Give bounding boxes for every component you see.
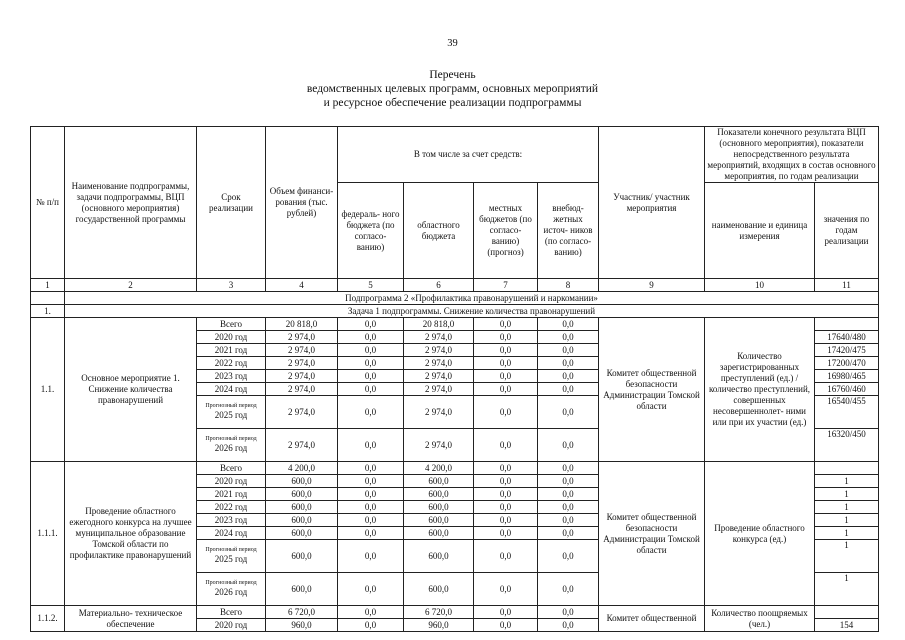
- indicator-value-cell: 16320/450: [815, 429, 879, 462]
- federal-cell: 0,0: [338, 331, 404, 344]
- participant-cell: Комитет общественной безопасности Администрации Томской области: [599, 318, 705, 462]
- term-year: 2025 год: [214, 410, 248, 420]
- local-cell: 0,0: [474, 462, 538, 475]
- term-cell: [197, 573, 266, 606]
- page-number: 39: [447, 38, 458, 49]
- item-num: 1.1.2.: [31, 606, 65, 632]
- term-cell: 2021 год: [197, 488, 266, 501]
- indicator-value-cell: 16980/465: [815, 370, 879, 383]
- term-cell: 2020 год: [197, 331, 266, 344]
- program-table: [30, 126, 879, 632]
- item-num: 1.1.1.: [31, 462, 65, 606]
- local-cell: 0,0: [474, 527, 538, 540]
- column-number: 7: [474, 279, 538, 292]
- column-number: 11: [815, 279, 879, 292]
- regional-cell: 2 974,0: [404, 429, 474, 462]
- indicator-value-cell: 17420/475: [815, 344, 879, 357]
- indicator-name-cell: Количество поощряемых (чел.): [705, 606, 815, 632]
- federal-cell: 0,0: [338, 357, 404, 370]
- task-title: Задача 1 подпрограммы. Снижение количества правонарушений: [65, 305, 879, 318]
- term-forecast-label: Прогнозный период: [205, 580, 257, 586]
- federal-cell: 0,0: [338, 573, 404, 606]
- federal-cell: 0,0: [338, 370, 404, 383]
- indicator-value-cell: 1: [815, 573, 879, 606]
- header-local: местных бюджетов (по согласо- ванию) (прогноз): [474, 183, 538, 279]
- column-number: 6: [404, 279, 474, 292]
- federal-cell: 0,0: [338, 527, 404, 540]
- header-federal: федераль- ного бюджета (по согласо- ванию): [338, 183, 404, 279]
- regional-cell: 2 974,0: [404, 331, 474, 344]
- term-forecast-label: Прогнозный период: [205, 547, 257, 553]
- regional-cell: 600,0: [404, 488, 474, 501]
- column-number: 8: [538, 279, 599, 292]
- regional-cell: 2 974,0: [404, 383, 474, 396]
- local-cell: 0,0: [474, 318, 538, 331]
- term-cell: 2023 год: [197, 514, 266, 527]
- volume-cell: 2 974,0: [266, 344, 338, 357]
- term-cell: 2024 год: [197, 527, 266, 540]
- local-cell: 0,0: [474, 429, 538, 462]
- local-cell: 0,0: [474, 501, 538, 514]
- volume-cell: 600,0: [266, 475, 338, 488]
- federal-cell: 0,0: [338, 318, 404, 331]
- volume-cell: 6 720,0: [266, 606, 338, 619]
- extra-cell: 0,0: [538, 475, 599, 488]
- term-cell: Всего: [197, 606, 266, 619]
- federal-cell: 0,0: [338, 501, 404, 514]
- indicator-value-cell: 1: [815, 488, 879, 501]
- term-cell: 2023 год: [197, 370, 266, 383]
- header-indicators: Показатели конечного результата ВЦП (основного мероприятия), показатели непосредственного результата мероприятий, входящих в состав основного мероприятия, по годам реализации: [705, 127, 879, 183]
- header-volume: Объем финанси- рования (тыс. рублей): [266, 127, 338, 279]
- volume-cell: 600,0: [266, 488, 338, 501]
- term-year: 2025 год: [214, 554, 248, 564]
- indicator-value-cell: [815, 318, 879, 331]
- header-ind-name: наименование и единица измерения: [705, 183, 815, 279]
- local-cell: 0,0: [474, 540, 538, 573]
- extra-cell: 0,0: [538, 370, 599, 383]
- federal-cell: 0,0: [338, 540, 404, 573]
- header-ind-values: значения по годам реализации: [815, 183, 879, 279]
- local-cell: 0,0: [474, 488, 538, 501]
- federal-cell: 0,0: [338, 383, 404, 396]
- indicator-value-cell: 1: [815, 501, 879, 514]
- column-numbers-row: [31, 279, 879, 292]
- indicator-value-cell: 16540/455: [815, 396, 879, 429]
- volume-cell: 600,0: [266, 527, 338, 540]
- column-number: 1: [31, 279, 65, 292]
- header-regional: областного бюджета: [404, 183, 474, 279]
- regional-cell: 600,0: [404, 501, 474, 514]
- local-cell: 0,0: [474, 357, 538, 370]
- header-term: Срок реализации: [197, 127, 266, 279]
- column-number: 2: [65, 279, 197, 292]
- header-num: № п/п: [31, 127, 65, 279]
- term-cell: 2024 год: [197, 383, 266, 396]
- indicator-value-cell: 154: [815, 619, 879, 632]
- participant-cell: Комитет общественной: [599, 606, 705, 632]
- term-cell: 2022 год: [197, 357, 266, 370]
- term-cell: 2020 год: [197, 619, 266, 632]
- extra-cell: 0,0: [538, 357, 599, 370]
- regional-cell: 960,0: [404, 619, 474, 632]
- extra-cell: 0,0: [538, 606, 599, 619]
- volume-cell: 600,0: [266, 540, 338, 573]
- local-cell: 0,0: [474, 606, 538, 619]
- item-name: Проведение областного ежегодного конкурса на лучшее муниципальное образование Томской области по профилактике правонарушений: [65, 462, 197, 606]
- local-cell: 0,0: [474, 396, 538, 429]
- federal-cell: 0,0: [338, 488, 404, 501]
- term-cell: 2020 год: [197, 475, 266, 488]
- term-cell: [197, 396, 266, 429]
- regional-cell: 6 720,0: [404, 606, 474, 619]
- extra-cell: 0,0: [538, 429, 599, 462]
- federal-cell: 0,0: [338, 606, 404, 619]
- term-cell: Всего: [197, 318, 266, 331]
- indicator-value-cell: 1: [815, 514, 879, 527]
- item-name: Материально- техническое обеспечение: [65, 606, 197, 632]
- extra-cell: 0,0: [538, 488, 599, 501]
- federal-cell: 0,0: [338, 344, 404, 357]
- term-cell: Всего: [197, 462, 266, 475]
- extra-cell: 0,0: [538, 527, 599, 540]
- term-forecast-label: Прогнозный период: [205, 436, 257, 442]
- regional-cell: 2 974,0: [404, 370, 474, 383]
- local-cell: 0,0: [474, 383, 538, 396]
- indicator-name-cell: Проведение областного конкурса (ед.): [705, 462, 815, 606]
- local-cell: 0,0: [474, 619, 538, 632]
- term-year: 2026 год: [214, 587, 248, 597]
- header-extra: внебюд- жетных источ- ников (по согласо- ванию): [538, 183, 599, 279]
- indicator-value-cell: [815, 606, 879, 619]
- header-participant: Участник/ участник мероприятия: [599, 127, 705, 279]
- volume-cell: 600,0: [266, 514, 338, 527]
- table-row: [31, 462, 879, 475]
- item-num: 1.1.: [31, 318, 65, 462]
- extra-cell: 0,0: [538, 501, 599, 514]
- term-year: 2026 год: [214, 443, 248, 453]
- extra-cell: 0,0: [538, 383, 599, 396]
- extra-cell: 0,0: [538, 344, 599, 357]
- document-title: [0, 68, 905, 110]
- local-cell: 0,0: [474, 344, 538, 357]
- column-number: 9: [599, 279, 705, 292]
- indicator-name-cell: Количество зарегистрированных преступлений (ед.) / количество преступлений, совершенных несовершеннолет- ними или при их участии (ед.): [705, 318, 815, 462]
- header-sources: В том числе за счет средств:: [338, 127, 599, 183]
- indicator-value-cell: 1: [815, 527, 879, 540]
- extra-cell: 0,0: [538, 462, 599, 475]
- task-num: 1.: [31, 305, 65, 318]
- subprogram-num: [31, 292, 65, 305]
- regional-cell: 600,0: [404, 573, 474, 606]
- title-line: Перечень: [429, 69, 476, 81]
- extra-cell: 0,0: [538, 573, 599, 606]
- volume-cell: 600,0: [266, 501, 338, 514]
- indicator-value-cell: 17200/470: [815, 357, 879, 370]
- header-name: Наименование подпрограммы, задачи подпрограммы, ВЦП (основного мероприятия) государственной программы: [65, 127, 197, 279]
- volume-cell: 960,0: [266, 619, 338, 632]
- term-forecast-label: Прогнозный период: [205, 403, 257, 409]
- regional-cell: 600,0: [404, 475, 474, 488]
- column-number: 4: [266, 279, 338, 292]
- local-cell: 0,0: [474, 370, 538, 383]
- local-cell: 0,0: [474, 514, 538, 527]
- term-cell: 2021 год: [197, 344, 266, 357]
- regional-cell: 4 200,0: [404, 462, 474, 475]
- participant-cell: Комитет общественной безопасности Администрации Томской области: [599, 462, 705, 606]
- indicator-value-cell: 1: [815, 475, 879, 488]
- local-cell: 0,0: [474, 573, 538, 606]
- table-row: [31, 318, 879, 331]
- federal-cell: 0,0: [338, 396, 404, 429]
- federal-cell: 0,0: [338, 514, 404, 527]
- extra-cell: 0,0: [538, 514, 599, 527]
- volume-cell: 4 200,0: [266, 462, 338, 475]
- term-cell: [197, 540, 266, 573]
- regional-cell: 600,0: [404, 527, 474, 540]
- volume-cell: 20 818,0: [266, 318, 338, 331]
- volume-cell: 2 974,0: [266, 396, 338, 429]
- extra-cell: 0,0: [538, 619, 599, 632]
- volume-cell: 2 974,0: [266, 370, 338, 383]
- volume-cell: 2 974,0: [266, 331, 338, 344]
- column-number: 5: [338, 279, 404, 292]
- regional-cell: 600,0: [404, 540, 474, 573]
- federal-cell: 0,0: [338, 619, 404, 632]
- regional-cell: 2 974,0: [404, 344, 474, 357]
- regional-cell: 2 974,0: [404, 396, 474, 429]
- item-name: Основное мероприятие 1. Снижение количества правонарушений: [65, 318, 197, 462]
- indicator-value-cell: 16760/460: [815, 383, 879, 396]
- regional-cell: 2 974,0: [404, 357, 474, 370]
- regional-cell: 20 818,0: [404, 318, 474, 331]
- extra-cell: 0,0: [538, 396, 599, 429]
- column-number: 10: [705, 279, 815, 292]
- subprogram-title: Подпрограмма 2 «Профилактика правонарушений и наркомании»: [65, 292, 879, 305]
- indicator-value-cell: [815, 462, 879, 475]
- title-line: и ресурсное обеспечение реализации подпрограммы: [323, 97, 582, 109]
- extra-cell: 0,0: [538, 318, 599, 331]
- indicator-value-cell: 1: [815, 540, 879, 573]
- federal-cell: 0,0: [338, 475, 404, 488]
- indicator-value-cell: 17640/480: [815, 331, 879, 344]
- column-number: 3: [197, 279, 266, 292]
- table-row: [31, 606, 879, 619]
- volume-cell: 600,0: [266, 573, 338, 606]
- volume-cell: 2 974,0: [266, 429, 338, 462]
- local-cell: 0,0: [474, 475, 538, 488]
- volume-cell: 2 974,0: [266, 357, 338, 370]
- federal-cell: 0,0: [338, 462, 404, 475]
- volume-cell: 2 974,0: [266, 383, 338, 396]
- term-cell: 2022 год: [197, 501, 266, 514]
- term-cell: [197, 429, 266, 462]
- regional-cell: 600,0: [404, 514, 474, 527]
- local-cell: 0,0: [474, 331, 538, 344]
- federal-cell: 0,0: [338, 429, 404, 462]
- title-line: ведомственных целевых программ, основных мероприятий: [306, 83, 599, 95]
- extra-cell: 0,0: [538, 540, 599, 573]
- extra-cell: 0,0: [538, 331, 599, 344]
